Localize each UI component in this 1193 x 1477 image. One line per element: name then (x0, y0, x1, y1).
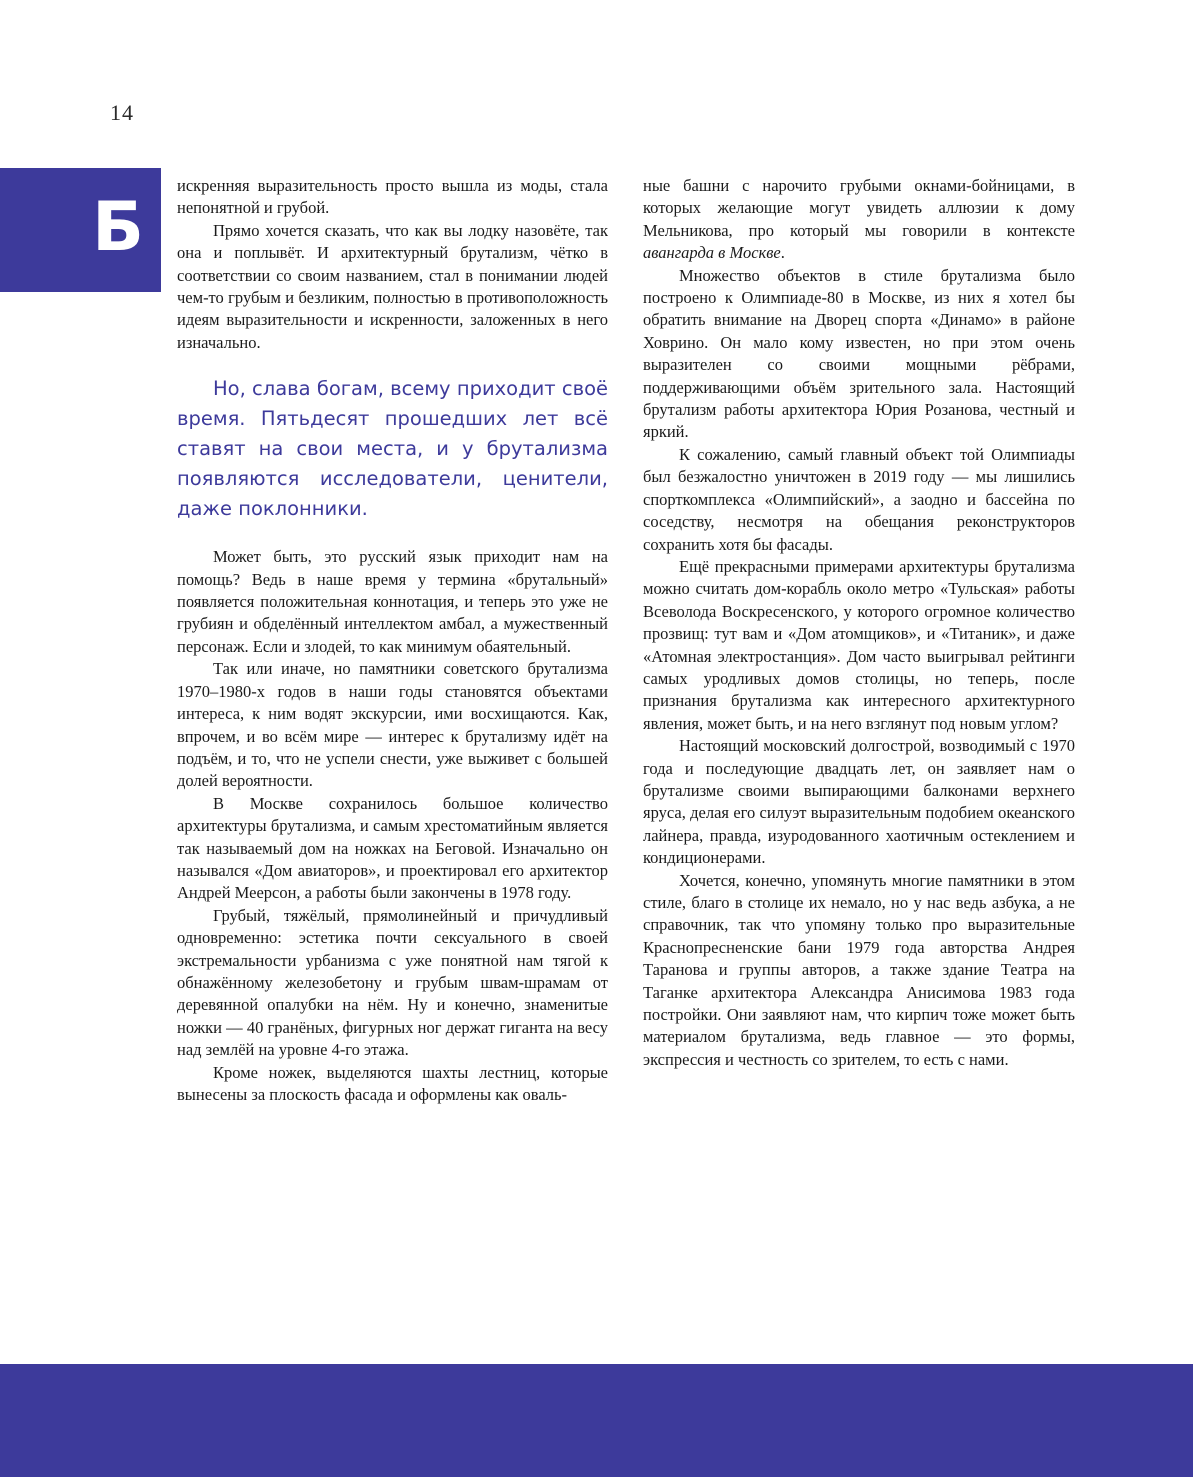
left-text-column (177, 175, 608, 1106)
paragraph: искренняя выразительность просто вышла из моды, стала непонятной и грубой. (177, 176, 608, 218)
paragraph: Хочется, конечно, упомянуть многие памятники в этом стиле, благо в столице их немало, но у нас ведь азбука, а не справочник, так что упомяну только про выразительные Краснопресненские бани 1979 года авторства Андрея Таранова и группы авторов, а также здание Театра на Таганке архитектора Александра Анисимова 1983 года постройки. Они заявляют нам, что кирпич тоже может быть материалом брутализма, ведь главное — это формы, экспрессия и честность со зрителем, то есть с нами. (643, 870, 1075, 1069)
chapter-letter-block (0, 168, 161, 292)
paragraph-end: . (780, 243, 785, 263)
paragraph: Прямо хочется сказать, что как вы лодку назовёте, так она и поплывёт. И архитектурный брутализм, чётко в соответствии со своим названием, стал в понимании людей чем-то грубым и безликим, полностью в противоположность идеям выразительности и искренности, заложенных в него изначально. (177, 220, 608, 352)
right-text-column (643, 175, 1075, 1071)
paragraph: Настоящий московский долгострой, возводимый с 1970 года и последующие двадцать лет, он заявляет нам о брутализме своими выпирающими балконами верхнего яруса, делая его силуэт выразительным подобием океанского лайнера, правда, изуродованного хаотичным остеклением и кондиционерами. (643, 736, 1075, 868)
chapter-letter: Б (92, 188, 144, 267)
paragraph-text: ные башни с нарочито грубыми окнами-бойницами, в которых желающие могут увидеть аллюзии к дому Мельникова, про который мы говорили в контексте (643, 176, 1075, 240)
italic-reference: авангарда в Москве (643, 243, 781, 263)
paragraph: Множество объектов в стиле брутализма было построено к Олимпиаде-80 в Москве, из них я хотел бы обратить внимание на Дворец спорта «Динамо» в районе Ховрино. Он мало кому известен, но при этом очень выразителен со своими мощными рёбрами, поддерживающими объём зрительного зала. Настоящий брутализм работы архитектора Юрия Розанова, честный и яркий. (643, 265, 1075, 442)
paragraph: Может быть, это русский язык приходит нам на помощь? Ведь в наше время у термина «брутальный» появляется положительная коннотация, и теперь это уже не грубиян и обделённый интеллектом амбал, а мужественный персонаж. Если и злодей, то как минимум обаятельный. (177, 547, 608, 656)
footer-band (0, 1364, 1193, 1477)
paragraph: В Москве сохранилось большое количество архитектуры брутализма, и самым хрестоматийным является так называемый дом на ножках на Беговой. Изначально он назывался «Дом авиаторов», и проектировал его архитектор Андрей Меерсон, а работы были закончены в 1978 году. (177, 793, 608, 903)
page-number: 14 (110, 100, 134, 125)
paragraph: Ещё прекрасными примерами архитектуры брутализма можно считать дом-корабль около метро «Тульская» работы Всеволода Воскресенского, у которого огромное количество прозвищ: тут вам и «Дом атомщиков», и «Титаник», и даже «Атомная электростанция». Дом часто выигрывал рейтинги самых уродливых домов столицы, но теперь, после признания брутализма как интересного архитектурного явления, может быть, и на него взглянут под новым углом? (643, 556, 1075, 733)
paragraph (643, 175, 1075, 265)
paragraph: Грубый, тяжёлый, прямолинейный и причудливый одновременно: эстетика почти сексуального в своей экстремальности урбанизма с уже понятной нам тягой к обнажённому железобетону и грубым швам-шрамам от деревянной опалубки на нём. Ну и конечно, знаменитые ножки — 40 гранёных, фигурных ног держат гиганта на весу над землёй на уровне 4-го этажа. (177, 905, 608, 1060)
paragraph: К сожалению, самый главный объект той Олимпиады был безжалостно уничтожен в 2019 году — мы лишились спорткомплекса «Олимпийский», а заодно и бассейна по соседству, несмотря на обещания реконструкторов сохранить хотя бы фасады. (643, 444, 1075, 554)
paragraph: Кроме ножек, выделяются шахты лестниц, которые вынесены за плоскость фасада и оформлены как оваль- (177, 1062, 608, 1104)
paragraph: Так или иначе, но памятники советского брутализма 1970–1980-х годов в наши годы становятся объектами интереса, к ним водят экскурсии, ими восхищаются. Как, впрочем, и во всём мире — интерес к брутализму идёт на подъём, и то, что не успели снести, уже выживет с большей долей вероятности. (177, 659, 608, 791)
pull-quote: Но, слава богам, всему приходит своё время. Пятьдесят прошедших лет всё ставят на свои места, и у брутализма появляются исследователи, ценители, даже поклонники. (177, 377, 608, 521)
